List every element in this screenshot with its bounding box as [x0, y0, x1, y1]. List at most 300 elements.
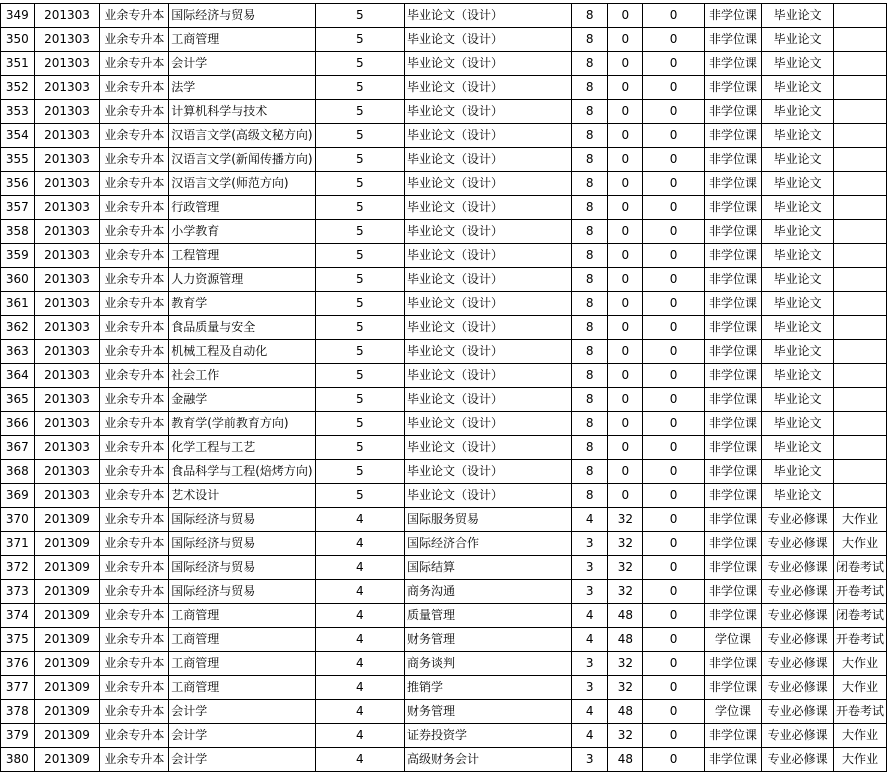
cell-course-name: 国际服务贸易	[404, 508, 571, 532]
cell-row-number: 377	[1, 676, 35, 700]
cell-program-type: 业余专升本	[100, 124, 169, 148]
table-row	[1, 4, 887, 28]
table-row	[1, 124, 887, 148]
cell-hours: 0	[608, 100, 643, 124]
table-row	[1, 28, 887, 52]
cell-term-code: 201303	[34, 76, 100, 100]
cell-degree-course-type: 非学位课	[704, 484, 762, 508]
cell-degree-course-type: 非学位课	[704, 580, 762, 604]
cell-hours: 48	[608, 604, 643, 628]
cell-degree-course-type: 非学位课	[704, 436, 762, 460]
cell-course-name: 毕业论文（设计）	[404, 100, 571, 124]
cell-major-name: 会计学	[169, 52, 315, 76]
cell-extra-hours: 0	[643, 700, 704, 724]
cell-row-number: 367	[1, 436, 35, 460]
cell-course-category: 毕业论文	[762, 436, 834, 460]
cell-credits: 8	[572, 316, 608, 340]
cell-course-name: 毕业论文（设计）	[404, 436, 571, 460]
cell-term-code: 201303	[34, 388, 100, 412]
cell-assessment-method	[833, 316, 886, 340]
cell-term-code: 201303	[34, 484, 100, 508]
cell-assessment-method	[833, 100, 886, 124]
cell-hours: 0	[608, 316, 643, 340]
cell-course-category: 专业必修课	[762, 604, 834, 628]
cell-major-name: 食品质量与安全	[169, 316, 315, 340]
table-row	[1, 604, 887, 628]
table-row	[1, 364, 887, 388]
cell-major-name: 机械工程及自动化	[169, 340, 315, 364]
cell-row-number: 364	[1, 364, 35, 388]
cell-term-code: 201309	[34, 676, 100, 700]
cell-course-category: 专业必修课	[762, 700, 834, 724]
cell-credits: 8	[572, 172, 608, 196]
cell-program-type: 业余专升本	[100, 364, 169, 388]
cell-course-category: 毕业论文	[762, 52, 834, 76]
cell-row-number: 366	[1, 412, 35, 436]
cell-assessment-method: 大作业	[833, 724, 886, 748]
table-row	[1, 292, 887, 316]
cell-major-name: 国际经济与贸易	[169, 532, 315, 556]
cell-credits: 3	[572, 532, 608, 556]
cell-course-name: 毕业论文（设计）	[404, 388, 571, 412]
cell-major-name: 小学教育	[169, 220, 315, 244]
cell-degree-course-type: 非学位课	[704, 148, 762, 172]
cell-assessment-method	[833, 460, 886, 484]
table-row	[1, 52, 887, 76]
cell-duration-years: 5	[315, 316, 404, 340]
cell-credits: 8	[572, 364, 608, 388]
cell-term-code: 201309	[34, 628, 100, 652]
cell-assessment-method	[833, 268, 886, 292]
cell-credits: 8	[572, 148, 608, 172]
cell-assessment-method	[833, 172, 886, 196]
cell-row-number: 373	[1, 580, 35, 604]
cell-course-name: 商务谈判	[404, 652, 571, 676]
cell-degree-course-type: 非学位课	[704, 220, 762, 244]
cell-course-category: 毕业论文	[762, 460, 834, 484]
cell-hours: 0	[608, 244, 643, 268]
cell-credits: 3	[572, 748, 608, 772]
cell-program-type: 业余专升本	[100, 748, 169, 772]
cell-major-name: 工商管理	[169, 652, 315, 676]
cell-degree-course-type: 学位课	[704, 700, 762, 724]
cell-major-name: 计算机科学与技术	[169, 100, 315, 124]
cell-course-name: 国际经济合作	[404, 532, 571, 556]
cell-row-number: 351	[1, 52, 35, 76]
table-row	[1, 76, 887, 100]
cell-extra-hours: 0	[643, 484, 704, 508]
cell-course-category: 毕业论文	[762, 412, 834, 436]
cell-row-number: 379	[1, 724, 35, 748]
cell-term-code: 201309	[34, 748, 100, 772]
cell-assessment-method	[833, 220, 886, 244]
cell-major-name: 工商管理	[169, 676, 315, 700]
cell-program-type: 业余专升本	[100, 556, 169, 580]
cell-program-type: 业余专升本	[100, 700, 169, 724]
cell-program-type: 业余专升本	[100, 628, 169, 652]
cell-row-number: 352	[1, 76, 35, 100]
cell-term-code: 201309	[34, 532, 100, 556]
cell-extra-hours: 0	[643, 748, 704, 772]
cell-program-type: 业余专升本	[100, 28, 169, 52]
cell-course-category: 毕业论文	[762, 28, 834, 52]
cell-course-category: 毕业论文	[762, 172, 834, 196]
cell-row-number: 360	[1, 268, 35, 292]
cell-course-name: 毕业论文（设计）	[404, 52, 571, 76]
cell-assessment-method: 闭卷考试	[833, 604, 886, 628]
cell-credits: 4	[572, 700, 608, 724]
cell-course-category: 专业必修课	[762, 532, 834, 556]
cell-course-name: 毕业论文（设计）	[404, 316, 571, 340]
cell-course-name: 毕业论文（设计）	[404, 364, 571, 388]
cell-duration-years: 4	[315, 700, 404, 724]
cell-hours: 0	[608, 412, 643, 436]
cell-credits: 8	[572, 244, 608, 268]
cell-row-number: 374	[1, 604, 35, 628]
cell-program-type: 业余专升本	[100, 244, 169, 268]
cell-assessment-method	[833, 340, 886, 364]
cell-course-category: 毕业论文	[762, 340, 834, 364]
cell-course-name: 质量管理	[404, 604, 571, 628]
cell-program-type: 业余专升本	[100, 148, 169, 172]
table-row	[1, 748, 887, 772]
cell-course-name: 毕业论文（设计）	[404, 4, 571, 28]
cell-major-name: 国际经济与贸易	[169, 580, 315, 604]
cell-assessment-method: 大作业	[833, 652, 886, 676]
cell-assessment-method	[833, 28, 886, 52]
cell-term-code: 201303	[34, 412, 100, 436]
cell-course-name: 国际结算	[404, 556, 571, 580]
cell-major-name: 教育学(学前教育方向)	[169, 412, 315, 436]
table-row	[1, 436, 887, 460]
cell-major-name: 工商管理	[169, 28, 315, 52]
cell-course-category: 专业必修课	[762, 556, 834, 580]
cell-extra-hours: 0	[643, 124, 704, 148]
table-row	[1, 460, 887, 484]
cell-course-category: 毕业论文	[762, 364, 834, 388]
cell-degree-course-type: 非学位课	[704, 340, 762, 364]
cell-row-number: 369	[1, 484, 35, 508]
cell-term-code: 201303	[34, 292, 100, 316]
table-row	[1, 268, 887, 292]
cell-course-category: 专业必修课	[762, 676, 834, 700]
cell-degree-course-type: 非学位课	[704, 76, 762, 100]
cell-term-code: 201303	[34, 364, 100, 388]
cell-program-type: 业余专升本	[100, 580, 169, 604]
cell-assessment-method	[833, 388, 886, 412]
cell-assessment-method	[833, 292, 886, 316]
cell-course-name: 证券投资学	[404, 724, 571, 748]
cell-extra-hours: 0	[643, 100, 704, 124]
cell-major-name: 国际经济与贸易	[169, 4, 315, 28]
table-body	[1, 4, 887, 772]
cell-degree-course-type: 非学位课	[704, 412, 762, 436]
cell-duration-years: 5	[315, 292, 404, 316]
cell-credits: 8	[572, 436, 608, 460]
cell-program-type: 业余专升本	[100, 172, 169, 196]
cell-extra-hours: 0	[643, 556, 704, 580]
cell-assessment-method: 大作业	[833, 748, 886, 772]
cell-course-name: 毕业论文（设计）	[404, 412, 571, 436]
cell-course-name: 毕业论文（设计）	[404, 484, 571, 508]
cell-credits: 4	[572, 724, 608, 748]
cell-course-category: 专业必修课	[762, 628, 834, 652]
cell-credits: 3	[572, 580, 608, 604]
cell-row-number: 365	[1, 388, 35, 412]
cell-degree-course-type: 非学位课	[704, 124, 762, 148]
cell-course-category: 毕业论文	[762, 76, 834, 100]
cell-degree-course-type: 非学位课	[704, 316, 762, 340]
cell-hours: 0	[608, 196, 643, 220]
cell-course-category: 毕业论文	[762, 148, 834, 172]
cell-duration-years: 4	[315, 580, 404, 604]
cell-degree-course-type: 非学位课	[704, 652, 762, 676]
cell-hours: 32	[608, 508, 643, 532]
cell-hours: 0	[608, 388, 643, 412]
table-row	[1, 316, 887, 340]
cell-credits: 8	[572, 268, 608, 292]
cell-term-code: 201309	[34, 604, 100, 628]
cell-duration-years: 4	[315, 676, 404, 700]
table-row	[1, 412, 887, 436]
cell-major-name: 艺术设计	[169, 484, 315, 508]
cell-assessment-method: 开卷考试	[833, 580, 886, 604]
course-table	[0, 3, 887, 772]
table-row	[1, 196, 887, 220]
cell-duration-years: 4	[315, 652, 404, 676]
cell-duration-years: 5	[315, 460, 404, 484]
table-row	[1, 388, 887, 412]
table-row	[1, 220, 887, 244]
cell-course-category: 专业必修课	[762, 652, 834, 676]
cell-term-code: 201303	[34, 28, 100, 52]
cell-extra-hours: 0	[643, 244, 704, 268]
cell-degree-course-type: 非学位课	[704, 100, 762, 124]
cell-degree-course-type: 非学位课	[704, 172, 762, 196]
table-row	[1, 508, 887, 532]
cell-degree-course-type: 非学位课	[704, 52, 762, 76]
cell-course-category: 毕业论文	[762, 268, 834, 292]
cell-duration-years: 5	[315, 196, 404, 220]
cell-degree-course-type: 非学位课	[704, 532, 762, 556]
cell-program-type: 业余专升本	[100, 52, 169, 76]
cell-course-name: 毕业论文（设计）	[404, 244, 571, 268]
table-row	[1, 244, 887, 268]
cell-credits: 8	[572, 124, 608, 148]
cell-assessment-method	[833, 4, 886, 28]
cell-course-name: 毕业论文（设计）	[404, 196, 571, 220]
cell-program-type: 业余专升本	[100, 292, 169, 316]
cell-row-number: 359	[1, 244, 35, 268]
table-row	[1, 580, 887, 604]
cell-duration-years: 5	[315, 76, 404, 100]
cell-duration-years: 5	[315, 124, 404, 148]
cell-major-name: 国际经济与贸易	[169, 556, 315, 580]
cell-extra-hours: 0	[643, 652, 704, 676]
cell-extra-hours: 0	[643, 196, 704, 220]
cell-degree-course-type: 非学位课	[704, 556, 762, 580]
cell-program-type: 业余专升本	[100, 220, 169, 244]
cell-extra-hours: 0	[643, 172, 704, 196]
cell-hours: 0	[608, 364, 643, 388]
cell-credits: 8	[572, 28, 608, 52]
cell-hours: 32	[608, 556, 643, 580]
cell-term-code: 201309	[34, 724, 100, 748]
cell-row-number: 362	[1, 316, 35, 340]
cell-duration-years: 5	[315, 244, 404, 268]
cell-course-name: 毕业论文（设计）	[404, 172, 571, 196]
cell-major-name: 法学	[169, 76, 315, 100]
cell-credits: 8	[572, 4, 608, 28]
cell-course-category: 毕业论文	[762, 292, 834, 316]
cell-term-code: 201303	[34, 268, 100, 292]
cell-course-category: 专业必修课	[762, 580, 834, 604]
cell-extra-hours: 0	[643, 28, 704, 52]
cell-row-number: 356	[1, 172, 35, 196]
cell-course-category: 毕业论文	[762, 124, 834, 148]
cell-major-name: 工商管理	[169, 628, 315, 652]
cell-duration-years: 4	[315, 508, 404, 532]
cell-duration-years: 4	[315, 628, 404, 652]
cell-course-category: 专业必修课	[762, 748, 834, 772]
cell-program-type: 业余专升本	[100, 676, 169, 700]
cell-extra-hours: 0	[643, 292, 704, 316]
cell-degree-course-type: 非学位课	[704, 4, 762, 28]
cell-row-number: 370	[1, 508, 35, 532]
cell-row-number: 361	[1, 292, 35, 316]
cell-term-code: 201303	[34, 244, 100, 268]
cell-extra-hours: 0	[643, 604, 704, 628]
table-row	[1, 100, 887, 124]
cell-course-category: 专业必修课	[762, 508, 834, 532]
cell-hours: 0	[608, 436, 643, 460]
table-row	[1, 340, 887, 364]
cell-credits: 8	[572, 388, 608, 412]
cell-program-type: 业余专升本	[100, 652, 169, 676]
cell-program-type: 业余专升本	[100, 604, 169, 628]
cell-duration-years: 5	[315, 220, 404, 244]
cell-row-number: 378	[1, 700, 35, 724]
cell-assessment-method: 开卷考试	[833, 700, 886, 724]
cell-row-number: 358	[1, 220, 35, 244]
table-row	[1, 148, 887, 172]
cell-credits: 8	[572, 220, 608, 244]
cell-extra-hours: 0	[643, 580, 704, 604]
cell-row-number: 375	[1, 628, 35, 652]
cell-course-name: 高级财务会计	[404, 748, 571, 772]
cell-duration-years: 4	[315, 556, 404, 580]
cell-course-name: 财务管理	[404, 700, 571, 724]
cell-major-name: 会计学	[169, 724, 315, 748]
cell-term-code: 201303	[34, 460, 100, 484]
cell-assessment-method: 开卷考试	[833, 628, 886, 652]
cell-program-type: 业余专升本	[100, 532, 169, 556]
cell-row-number: 355	[1, 148, 35, 172]
cell-program-type: 业余专升本	[100, 460, 169, 484]
cell-major-name: 会计学	[169, 700, 315, 724]
cell-assessment-method	[833, 484, 886, 508]
cell-credits: 8	[572, 100, 608, 124]
cell-major-name: 工程管理	[169, 244, 315, 268]
cell-row-number: 353	[1, 100, 35, 124]
cell-term-code: 201303	[34, 436, 100, 460]
cell-row-number: 380	[1, 748, 35, 772]
cell-row-number: 368	[1, 460, 35, 484]
cell-course-name: 推销学	[404, 676, 571, 700]
cell-term-code: 201309	[34, 652, 100, 676]
cell-degree-course-type: 非学位课	[704, 604, 762, 628]
cell-course-name: 毕业论文（设计）	[404, 124, 571, 148]
table-row	[1, 628, 887, 652]
cell-course-category: 毕业论文	[762, 484, 834, 508]
cell-credits: 4	[572, 508, 608, 532]
cell-major-name: 工商管理	[169, 604, 315, 628]
cell-program-type: 业余专升本	[100, 508, 169, 532]
table-row	[1, 172, 887, 196]
cell-extra-hours: 0	[643, 388, 704, 412]
cell-hours: 48	[608, 748, 643, 772]
cell-term-code: 201309	[34, 556, 100, 580]
cell-hours: 0	[608, 484, 643, 508]
cell-hours: 0	[608, 172, 643, 196]
cell-row-number: 371	[1, 532, 35, 556]
cell-course-name: 毕业论文（设计）	[404, 76, 571, 100]
cell-extra-hours: 0	[643, 4, 704, 28]
cell-credits: 8	[572, 340, 608, 364]
cell-major-name: 化学工程与工艺	[169, 436, 315, 460]
cell-term-code: 201303	[34, 148, 100, 172]
cell-degree-course-type: 非学位课	[704, 676, 762, 700]
cell-course-category: 毕业论文	[762, 196, 834, 220]
cell-hours: 48	[608, 628, 643, 652]
cell-hours: 0	[608, 52, 643, 76]
cell-duration-years: 5	[315, 388, 404, 412]
cell-program-type: 业余专升本	[100, 388, 169, 412]
cell-credits: 8	[572, 76, 608, 100]
cell-credits: 8	[572, 484, 608, 508]
cell-term-code: 201303	[34, 196, 100, 220]
cell-course-name: 毕业论文（设计）	[404, 340, 571, 364]
cell-duration-years: 5	[315, 436, 404, 460]
cell-hours: 0	[608, 124, 643, 148]
cell-extra-hours: 0	[643, 508, 704, 532]
cell-extra-hours: 0	[643, 316, 704, 340]
cell-degree-course-type: 学位课	[704, 628, 762, 652]
course-table-container	[0, 3, 887, 772]
cell-major-name: 教育学	[169, 292, 315, 316]
cell-extra-hours: 0	[643, 148, 704, 172]
cell-duration-years: 5	[315, 148, 404, 172]
cell-degree-course-type: 非学位课	[704, 244, 762, 268]
cell-degree-course-type: 非学位课	[704, 268, 762, 292]
cell-program-type: 业余专升本	[100, 4, 169, 28]
cell-hours: 0	[608, 76, 643, 100]
cell-degree-course-type: 非学位课	[704, 508, 762, 532]
cell-hours: 0	[608, 340, 643, 364]
cell-assessment-method	[833, 196, 886, 220]
cell-term-code: 201303	[34, 316, 100, 340]
cell-term-code: 201303	[34, 220, 100, 244]
cell-program-type: 业余专升本	[100, 724, 169, 748]
cell-degree-course-type: 非学位课	[704, 748, 762, 772]
cell-hours: 48	[608, 700, 643, 724]
cell-extra-hours: 0	[643, 76, 704, 100]
cell-extra-hours: 0	[643, 460, 704, 484]
cell-degree-course-type: 非学位课	[704, 460, 762, 484]
cell-credits: 8	[572, 412, 608, 436]
cell-course-category: 毕业论文	[762, 388, 834, 412]
cell-degree-course-type: 非学位课	[704, 388, 762, 412]
